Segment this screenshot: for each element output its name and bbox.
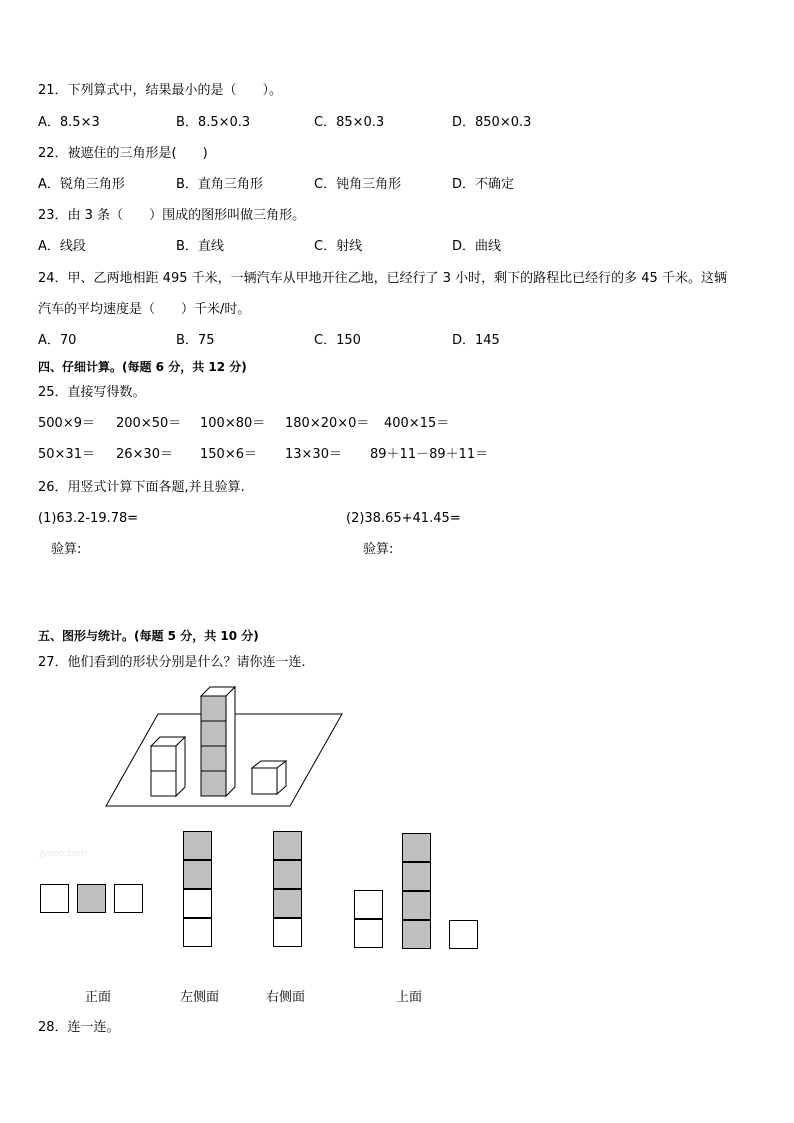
view3-square-4 — [273, 918, 302, 947]
q26-part2: (2)38.65+41.45= — [346, 511, 461, 526]
q25-r2-1: 50×31＝ — [38, 447, 95, 462]
q25-r1-5: 400×15＝ — [384, 416, 450, 431]
q28-stem: 28．连一连。 — [38, 1020, 120, 1035]
view1-square-1 — [40, 884, 69, 913]
view4-mid-square-2 — [402, 862, 431, 891]
q23-option-c: C．射线 — [314, 239, 363, 254]
q25-r1-4: 180×20×0＝ — [285, 416, 370, 431]
view3-square-2 — [273, 860, 302, 889]
q25-r2-4: 13×30＝ — [285, 447, 342, 462]
q22-option-b: B．直角三角形 — [176, 177, 263, 192]
q26-stem: 26．用竖式计算下面各题,并且验算. — [38, 480, 245, 495]
q26-check1: 验算: — [51, 542, 82, 557]
label-left-side: 左侧面 — [180, 990, 220, 1005]
view4-mid-square-4 — [402, 920, 431, 949]
section5-title: 五、图形与统计。(每题 5 分，共 10 分) — [38, 629, 259, 643]
q26-part1: (1)63.2-19.78= — [38, 511, 139, 526]
view2-square-4 — [183, 918, 212, 947]
q24-stem-line2: 汽车的平均速度是（ ）千米/时。 — [38, 302, 251, 317]
q21-stem: 21．下列算式中，结果最小的是（ ）。 — [38, 83, 283, 98]
section4-title: 四、仔细计算。(每题 6 分，共 12 分) — [38, 360, 247, 374]
view1-square-3 — [114, 884, 143, 913]
q25-r1-1: 500×9＝ — [38, 416, 95, 431]
view4-left-square-1 — [354, 890, 383, 919]
q22-stem: 22．被遮住的三角形是( ) — [38, 146, 208, 161]
q21-option-b: B．8.5×0.3 — [176, 115, 251, 130]
view4-mid-square-1 — [402, 833, 431, 862]
q24-option-b: B．75 — [176, 333, 215, 348]
view2-square-1 — [183, 831, 212, 860]
q21-option-d: D．850×0.3 — [452, 115, 532, 130]
q23-option-b: B．直线 — [176, 239, 224, 254]
q23-option-a: A．线段 — [38, 239, 86, 254]
view1-square-2 — [77, 884, 106, 913]
q23-stem: 23．由 3 条（ ）围成的图形叫做三角形。 — [38, 208, 306, 223]
view2-square-3 — [183, 889, 212, 918]
q24-option-c: C．150 — [314, 333, 361, 348]
q25-r1-3: 100×80＝ — [200, 416, 266, 431]
q27-stem: 27．他们看到的形状分别是什么？请你连一连. — [38, 655, 306, 670]
view4-right-square — [449, 920, 478, 949]
label-front: 正面 — [85, 990, 112, 1005]
q21-option-c: C．85×0.3 — [314, 115, 385, 130]
q22-option-a: A．锐角三角形 — [38, 177, 125, 192]
label-right-side: 右侧面 — [266, 990, 306, 1005]
q23-option-d: D．曲线 — [452, 239, 502, 254]
q22-option-c: C．钝角三角形 — [314, 177, 402, 192]
q21-option-a: A．8.5×3 — [38, 115, 100, 130]
view3-square-3 — [273, 889, 302, 918]
q24-option-d: D．145 — [452, 333, 500, 348]
watermark: Jyeoo.com — [40, 849, 87, 859]
label-top: 上面 — [396, 990, 423, 1005]
q22-option-d: D．不确定 — [452, 177, 515, 192]
q25-r2-2: 26×30＝ — [116, 447, 173, 462]
view4-mid-square-3 — [402, 891, 431, 920]
q24-option-a: A．70 — [38, 333, 77, 348]
q25-r2-3: 150×6＝ — [200, 447, 257, 462]
view4-left-square-2 — [354, 919, 383, 948]
q25-r2-5: 89＋11－89＋11＝ — [370, 447, 489, 462]
q25-stem: 25．直接写得数。 — [38, 385, 146, 400]
view3-square-1 — [273, 831, 302, 860]
q24-stem-line1: 24．甲、乙两地相距 495 千米，一辆汽车从甲地开往乙地，已经行了 3 小时，剩下的路程比已经行的多 45 千米。这辆 — [38, 271, 727, 286]
q25-r1-2: 200×50＝ — [116, 416, 182, 431]
view2-square-2 — [183, 860, 212, 889]
q26-check2: 验算: — [363, 542, 394, 557]
